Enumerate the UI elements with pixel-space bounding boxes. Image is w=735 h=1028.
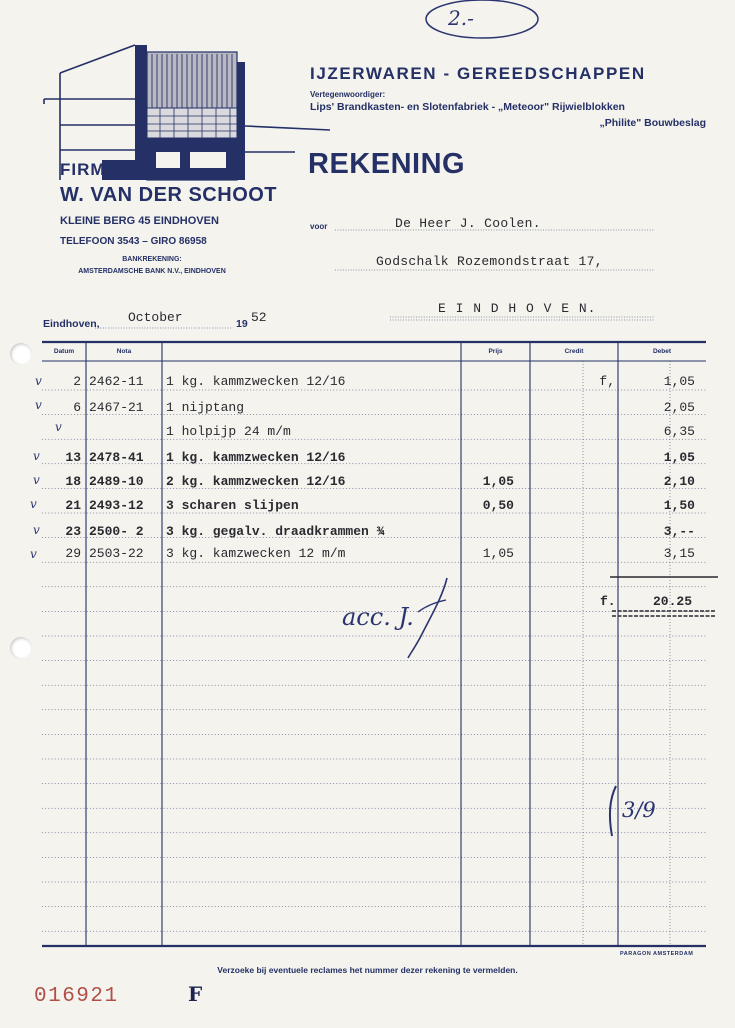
handwritten-acc-note: acc. J. (342, 603, 414, 631)
voor-label: voor (310, 222, 328, 231)
row-debet: 2,10 (663, 474, 695, 489)
row-debet: 3,15 (663, 546, 695, 561)
representative-line-1: Lips' Brandkasten- en Slotenfabriek - „Meteoor" Rijwielblokken (310, 101, 625, 113)
check-mark: v (30, 547, 37, 561)
logo-firma-label: FIRMA (60, 160, 119, 179)
row-debet: 1,50 (663, 498, 695, 513)
bank-name: AMSTERDAMSCHE BANK N.V., EINDHOVEN (78, 268, 226, 275)
row-nota: 2467-21 (89, 400, 144, 415)
handwritten-signature-stroke (400, 572, 460, 664)
document-title: REKENING (308, 148, 466, 180)
total-double-rule (610, 608, 720, 620)
row-description: 3 kg. kamzwecken 12 m/m (166, 546, 346, 561)
top-handwritten-note: 2.- (448, 6, 474, 30)
bank-label: BANKREKENING: (122, 256, 182, 263)
row-debet: 3,-- (663, 524, 695, 539)
col-header-nota: Nota (116, 348, 132, 355)
check-mark: v (33, 523, 40, 537)
customer-city: E I N D H O V E N. (438, 301, 597, 316)
row-date: 6 (73, 400, 81, 415)
f-mark: F (188, 982, 203, 1006)
col-header-price: Prijs (488, 348, 503, 355)
row-date: 23 (65, 524, 81, 539)
representative-line-2: „Philite" Bouwbeslag (599, 117, 706, 129)
row-nota: 2489-10 (89, 474, 144, 489)
row-description: 1 kg. kammzwecken 12/16 (166, 374, 346, 389)
row-date: 29 (65, 546, 81, 561)
row-description: 1 kg. kammzwecken 12/16 (166, 450, 346, 465)
year-prefix: 19 (236, 318, 248, 330)
row-date: 18 (65, 474, 81, 489)
trade-heading: IJZERWAREN - GEREEDSCHAPPEN (310, 64, 646, 83)
total-currency: f. (600, 594, 616, 609)
place-label: Eindhoven, (43, 318, 100, 330)
printer-mark: PARAGON AMSTERDAM (620, 951, 694, 957)
footer-notice: Verzoeke bij eventuele reclames het nummer dezer rekening te vermelden. (217, 965, 518, 975)
col-header-date: Datum (53, 348, 75, 355)
col-header-credit: Credit (564, 348, 584, 355)
row-price: 0,50 (482, 498, 514, 513)
total-amount: 20.25 (652, 594, 692, 609)
row-description: 2 kg. kammzwecken 12/16 (166, 474, 346, 489)
row-debet: 2,05 (663, 400, 695, 415)
handwritten-side-note: 3/9 (622, 798, 656, 822)
row-price: 1,05 (482, 474, 514, 489)
row-debet: 1,05 (663, 374, 695, 389)
invoice-serial-number: 016921 (34, 985, 119, 1008)
row-nota: 2503-22 (89, 546, 144, 561)
company-address: KLEINE BERG 45 EINDHOVEN (60, 215, 219, 227)
check-mark: v (55, 420, 62, 434)
row-date: 13 (65, 450, 81, 465)
row-nota: 2493-12 (89, 498, 144, 513)
row-price: 1,05 (482, 546, 514, 561)
row-debet: 6,35 (663, 424, 695, 439)
customer-name: De Heer J. Coolen. (395, 216, 541, 231)
row-description: 3 kg. gegalv. draadkrammen ¾ (166, 524, 385, 539)
invoice-month: October (128, 310, 183, 325)
row-nota: 2462-11 (89, 374, 144, 389)
check-mark: v (30, 497, 37, 511)
company-phone: TELEFOON 3543 – GIRO 86958 (60, 236, 207, 247)
representative-label: Vertegenwoordiger: (310, 90, 386, 99)
check-mark: v (33, 473, 40, 487)
side-note-bracket (604, 784, 624, 840)
check-mark: v (35, 398, 42, 412)
row-nota: 2478-41 (89, 450, 144, 465)
customer-street: Godschalk Rozemondstraat 17, (376, 254, 603, 269)
row-description: 1 holpijp 24 m/m (166, 424, 291, 439)
row-date: 2 (73, 374, 81, 389)
year-suffix: 52 (251, 310, 267, 325)
company-name: W. VAN DER SCHOOT (60, 184, 278, 206)
row-date: 21 (65, 498, 81, 513)
check-mark: v (33, 449, 40, 463)
row-debet: 1,05 (663, 450, 695, 465)
col-header-debet: Debet (652, 348, 672, 355)
row-description: 3 scharen slijpen (166, 498, 299, 513)
row-credit: f, (599, 374, 615, 389)
row-nota: 2500- 2 (89, 524, 144, 539)
check-mark: v (35, 374, 42, 388)
row-description: 1 nijptang (166, 400, 245, 415)
